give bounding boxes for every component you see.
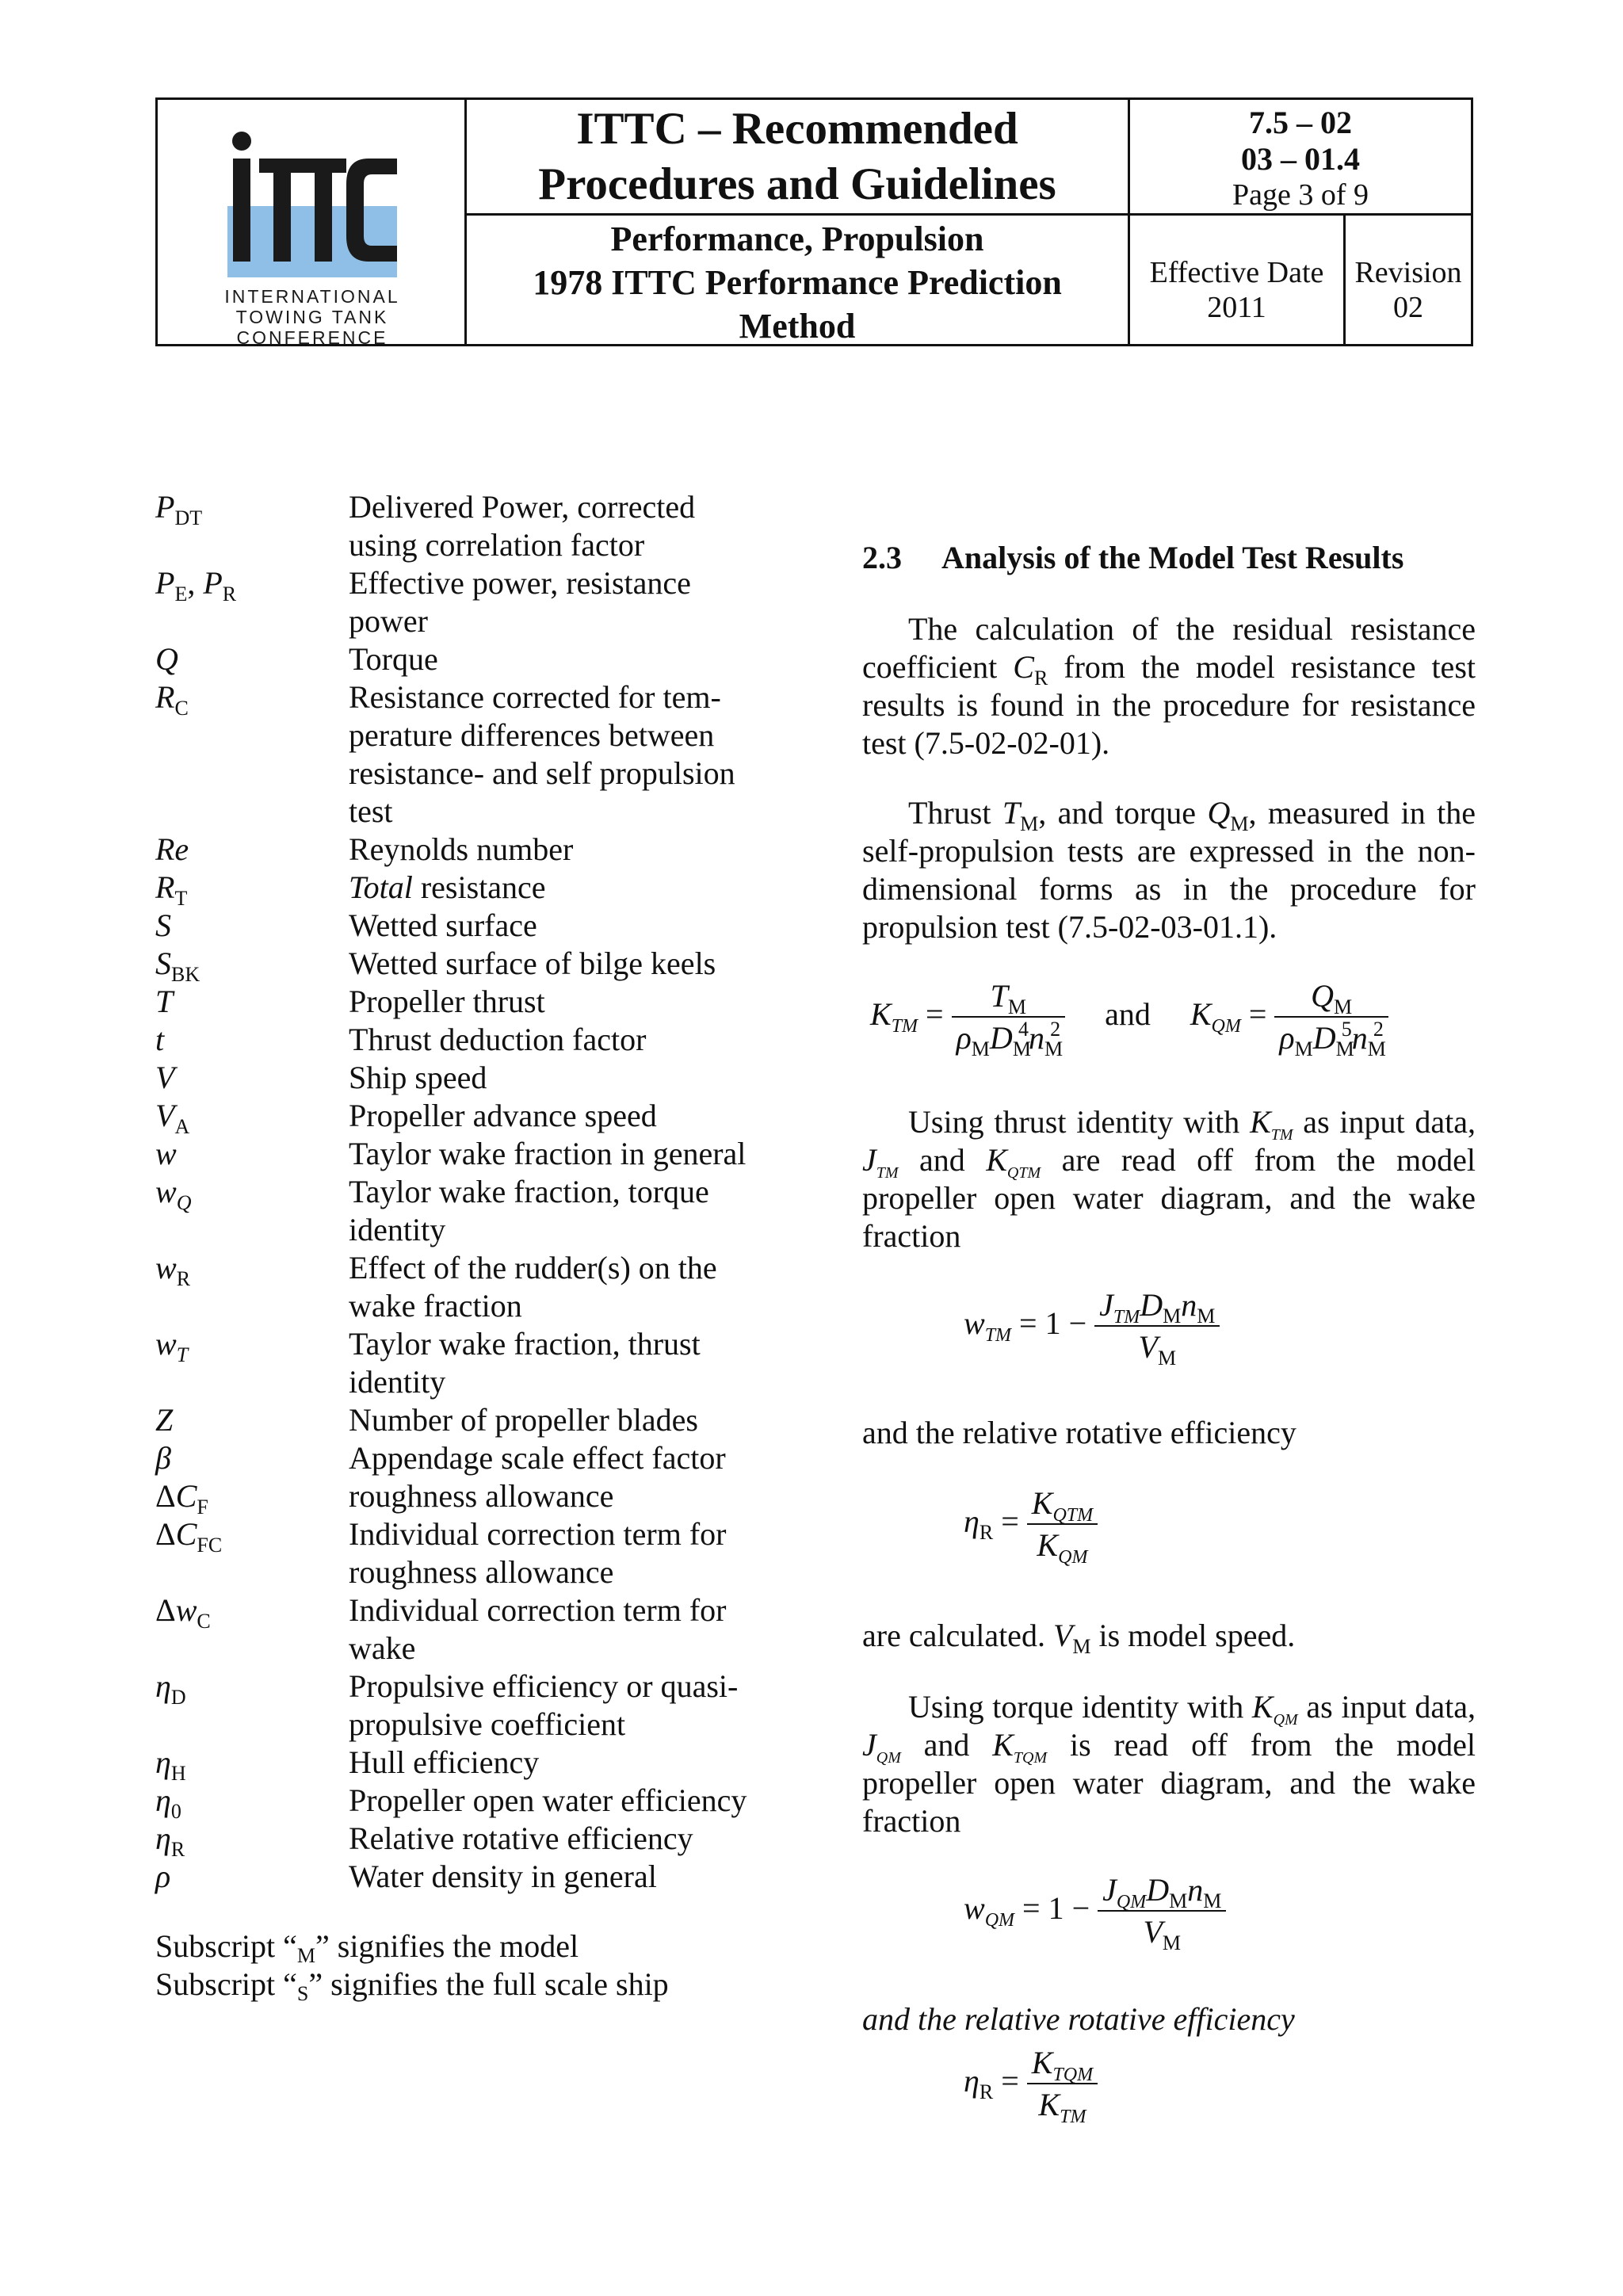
doc-code-block — [1130, 105, 1471, 212]
symbol-sbk: $S_{BK}$ — [155, 946, 200, 986]
subscript-note-ship: Subscript “S” signifies the full scale ship — [155, 1966, 669, 2005]
section-number: 2.3 — [862, 540, 902, 575]
paragraph: are calculated. $V_M$ is model speed. — [862, 1618, 1296, 1658]
doc-title — [467, 101, 1128, 212]
symbol-pe-pr: $P_E$, $P_R$ — [155, 565, 237, 606]
symbol-definition: Wetted surface of bilge keels — [349, 946, 716, 981]
paragraph: The calculation of the residual resistance coefficient $C_R$ from the model resistance test results is found in the procedure for resistance test (7.5-02-02-01). — [862, 611, 1476, 761]
symbol-definition: Appendage scale effect factor — [349, 1440, 726, 1476]
symbol-wt: $w_T$ — [155, 1326, 189, 1366]
doc-subtitle-line: Performance, Propulsion — [610, 220, 984, 258]
symbol-va: $V_A$ — [155, 1098, 190, 1138]
symbol-definition: Hull efficiency — [349, 1744, 540, 1780]
symbol-definition: Effect of the rudder(s) on the wake fraction — [349, 1250, 717, 1324]
doc-title-line: ITTC – Recommended — [576, 104, 1018, 154]
equation-wqm: $w_{QM} = 1$ − $\frac{J_{QM}D_Mn_M}{V_M}$ — [964, 1870, 1226, 1953]
symbol-definition: roughness allowance — [349, 1478, 614, 1514]
symbol-delta-wc: $\Delta w_C$ — [155, 1592, 211, 1633]
symbol-rho: ρ — [155, 1859, 171, 1894]
symbol-eta-d: $\eta_D$ — [155, 1668, 186, 1709]
revision-value: 02 — [1393, 291, 1423, 324]
paragraph: and the relative rotative efficiency — [862, 1415, 1296, 1450]
symbol-definition: Total resistance — [349, 869, 546, 905]
doc-code: 03 – 01.4 — [1241, 141, 1360, 177]
symbol-definition: Propeller thrust — [349, 984, 545, 1019]
symbol-delta-cfc: $\Delta C_{FC}$ — [155, 1516, 223, 1557]
symbol-definition: Water density in general — [349, 1859, 657, 1894]
symbol-v: V — [155, 1060, 175, 1095]
org-name-line: TOWING TANK — [235, 307, 389, 327]
doc-subtitle-line: Method — [739, 307, 856, 346]
symbol-beta: β — [155, 1440, 171, 1476]
header-divider — [464, 213, 1471, 216]
symbol-t: t — [155, 1022, 165, 1057]
symbol-w: w — [155, 1136, 177, 1171]
symbol-definition: Reynolds number — [349, 831, 574, 867]
symbol-s: S — [155, 907, 171, 943]
paragraph: Using torque identity with $K_{QM}$ as input data, $J_{QM}$ and $K_{TQM}$ is read off from the model propeller open water diagram, and the wake fraction — [862, 1689, 1476, 1839]
symbol-definition: Propeller open water efficiency — [349, 1782, 747, 1818]
symbol-wq: $w_Q$ — [155, 1174, 192, 1214]
doc-title-line: Procedures and Guidelines — [538, 159, 1056, 209]
paragraph: and the relative rotative efficiency — [862, 2001, 1295, 2037]
symbol-T: T — [155, 984, 174, 1019]
revision-label: Revision — [1354, 256, 1462, 289]
symbol-definition: Delivered Power, corrected using correlation factor — [349, 489, 696, 563]
symbol-definition: Individual correction term for wake — [349, 1592, 727, 1666]
symbol-re: Re — [155, 831, 189, 867]
symbol-pdt: $P_{DT}$ — [155, 489, 203, 529]
org-name-line: INTERNATIONAL — [224, 286, 400, 307]
symbol-eta-h: $\eta_H$ — [155, 1744, 186, 1785]
symbol-eta-0: $\eta_0$ — [155, 1782, 181, 1823]
equation-wtm: $w_{TM} = 1$ − $\frac{J_{TM}D_Mn_M}{V_M}$ — [964, 1286, 1220, 1368]
symbol-definition: Individual correction term for roughness allowance — [349, 1516, 727, 1590]
symbol-z: Z — [155, 1402, 174, 1438]
equation-etar-torque: $\eta_R$ = $\frac{K_{TQM}}{K_{TM}}$ — [964, 2043, 1098, 2126]
symbol-definition: Wetted surface — [349, 907, 537, 943]
effective-date-cell — [1130, 255, 1343, 325]
subscript-note-model: Subscript “M” signifies the model — [155, 1928, 579, 1967]
symbol-delta-cf: $\Delta C_F$ — [155, 1478, 208, 1519]
symbol-definition: Taylor wake fraction, torque identity — [349, 1174, 709, 1247]
header-table — [155, 97, 1473, 346]
symbol-definition: Resistance corrected for tem- perature differences between resistance- and self propulsion test — [349, 679, 735, 829]
revision-cell — [1346, 255, 1471, 325]
symbol-definition: Taylor wake fraction, thrust identity — [349, 1326, 701, 1400]
symbol-rc: $R_C$ — [155, 679, 189, 720]
symbol-definition: Relative rotative efficiency — [349, 1820, 693, 1856]
paragraph: Using thrust identity with $K_{TM}$ as input data, $J_{TM}$ and $K_{QTM}$ are read off from the model propeller open water diagram, and the wake fraction — [862, 1104, 1476, 1254]
effective-date-value: 2011 — [1207, 291, 1266, 324]
doc-subtitle — [467, 217, 1128, 348]
symbol-definition: Propeller advance speed — [349, 1098, 657, 1133]
effective-date-label: Effective Date — [1149, 256, 1324, 289]
section-title: Analysis of the Model Test Results — [941, 540, 1404, 575]
ittc-logo-icon — [227, 120, 397, 279]
symbol-q: Q — [155, 641, 178, 677]
ittc-logo — [158, 100, 467, 348]
symbol-rt: $R_T$ — [155, 869, 188, 910]
doc-code: 7.5 – 02 — [1249, 105, 1352, 140]
symbol-definition: Thrust deduction factor — [349, 1022, 647, 1057]
org-name-line: CONFERENCE — [236, 327, 388, 348]
symbol-definition: Ship speed — [349, 1060, 487, 1095]
symbol-definition: Torque — [349, 641, 438, 677]
symbol-definition: Propulsive efficiency or quasi- propulsive coefficient — [349, 1668, 739, 1742]
equation-etar-thrust: $\eta_R$ = $\frac{K_{QTM}}{K_{QM}}$ — [964, 1484, 1098, 1566]
symbol-definition: Number of propeller blades — [349, 1402, 698, 1438]
eq-and-text: and — [1105, 996, 1151, 1033]
symbol-wr: $w_R$ — [155, 1250, 191, 1290]
paragraph: Thrust $T_M$, and torque $Q_M$, measured in the self-propulsion tests are expressed in the non-dimensional forms as in the procedure for propulsion test (7.5-02-03-01.1). — [862, 795, 1476, 945]
symbol-eta-r: $\eta_R$ — [155, 1820, 185, 1861]
equation-kt-kq: $K_{TM}$ = $\frac{T_M}{\rho_MD_M^4n_M^2}$ and $K_{QM}$ = $\frac{Q_M}{\rho_MD_M^5n_M^2}$ — [870, 976, 1388, 1059]
symbol-definition: Effective power, resistance power — [349, 565, 691, 639]
symbol-definition: Taylor wake fraction in general — [349, 1136, 747, 1171]
page-number: Page 3 of 9 — [1232, 178, 1369, 212]
section-heading — [862, 539, 1403, 577]
doc-subtitle-line: 1978 ITTC Performance Prediction — [533, 263, 1062, 302]
